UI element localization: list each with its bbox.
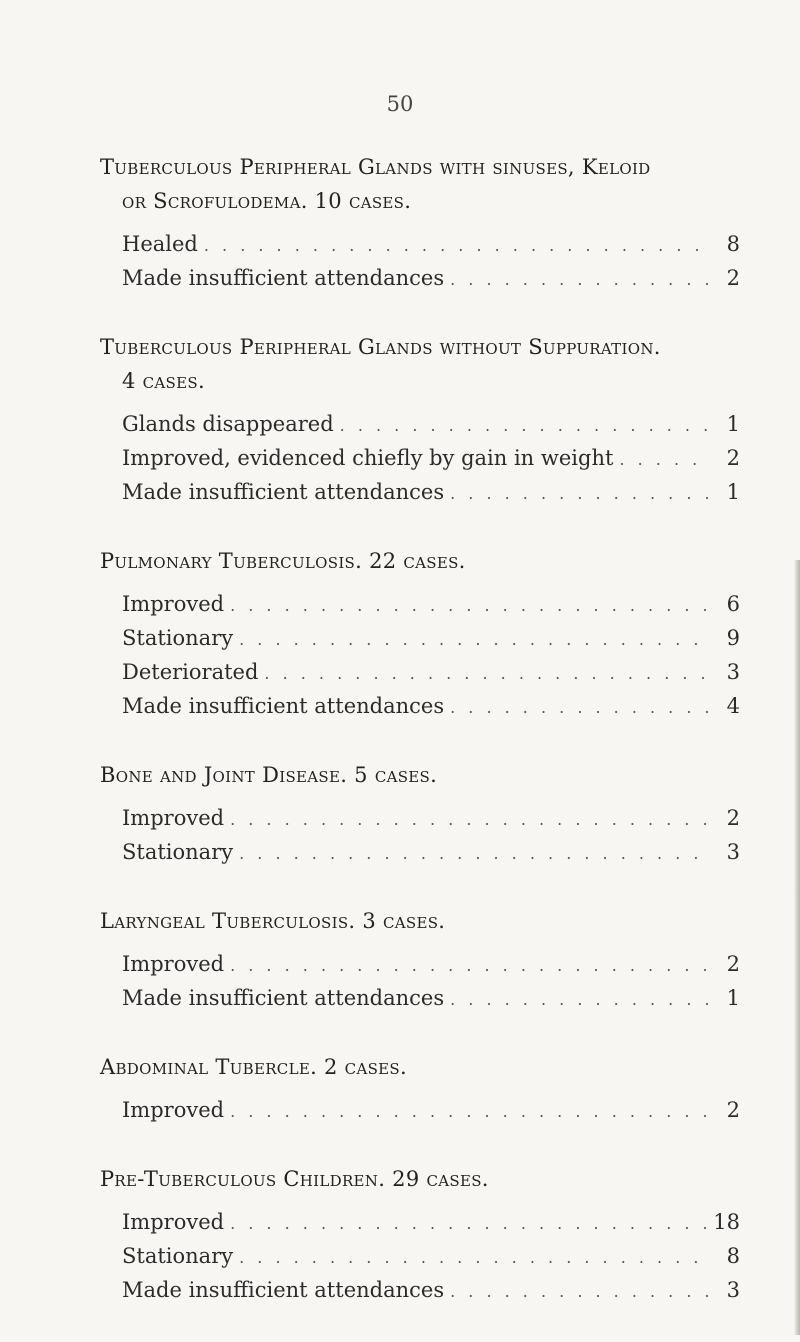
- report-section: [100, 544, 740, 724]
- dot-leader: [264, 657, 708, 690]
- outcome-row: [122, 442, 740, 476]
- outcome-label: Stationary: [122, 626, 234, 650]
- outcome-row: [122, 982, 740, 1016]
- page-edge-shadow: [794, 560, 800, 1335]
- outcome-count: 2: [726, 806, 740, 830]
- outcome-label: Made insufficient attendances: [122, 1278, 445, 1302]
- section-heading-line: Bone and Joint Disease. 5 cases.: [100, 763, 438, 787]
- outcome-row: [122, 588, 740, 622]
- outcome-label: Improved, evidenced chiefly by gain in weight: [122, 446, 614, 470]
- outcome-count: 3: [726, 1278, 740, 1302]
- report-section: [100, 150, 740, 296]
- outcome-row: [122, 1094, 740, 1128]
- outcome-row: [122, 622, 740, 656]
- section-heading: [100, 904, 740, 938]
- outcome-list: [100, 228, 740, 296]
- section-heading: [100, 544, 740, 578]
- dot-leader: [239, 837, 708, 870]
- outcome-row: [122, 802, 740, 836]
- section-heading: [100, 758, 740, 792]
- outcome-label: Improved: [122, 1098, 225, 1122]
- dot-leader: [230, 1095, 708, 1128]
- outcome-list: [100, 1206, 740, 1308]
- outcome-label: Stationary: [122, 1244, 234, 1268]
- outcome-count: 3: [726, 840, 740, 864]
- outcome-label: Improved: [122, 806, 225, 830]
- outcome-count: 1: [726, 412, 740, 436]
- outcome-row: [122, 948, 740, 982]
- dot-leader: [450, 1275, 708, 1308]
- dot-leader: [239, 1241, 708, 1274]
- section-heading-line: Pulmonary Tuberculosis. 22 cases.: [100, 549, 466, 573]
- outcome-count: 6: [726, 592, 740, 616]
- dot-leader: [450, 983, 708, 1016]
- outcome-row: [122, 262, 740, 296]
- section-heading: [100, 1162, 740, 1196]
- outcome-count: 18: [713, 1210, 740, 1234]
- outcome-list: [100, 948, 740, 1016]
- dot-leader: [450, 263, 708, 296]
- outcome-list: [100, 588, 740, 724]
- section-heading-line: Tuberculous Peripheral Glands without Suppuration.: [100, 335, 661, 359]
- outcome-label: Improved: [122, 1210, 225, 1234]
- dot-leader: [204, 229, 708, 262]
- outcome-label: Glands disappeared: [122, 412, 334, 436]
- section-heading-line: Laryngeal Tuberculosis. 3 cases.: [100, 909, 446, 933]
- outcome-row: [122, 228, 740, 262]
- outcome-count: 2: [726, 266, 740, 290]
- outcome-count: 9: [726, 626, 740, 650]
- outcome-count: 8: [726, 232, 740, 256]
- outcome-label: Made insufficient attendances: [122, 694, 445, 718]
- outcome-list: [100, 408, 740, 510]
- outcome-count: 2: [726, 952, 740, 976]
- dot-leader: [340, 409, 708, 442]
- report-section: [100, 758, 740, 870]
- outcome-count: 1: [726, 986, 740, 1010]
- outcome-label: Made insufficient attendances: [122, 986, 445, 1010]
- outcome-count: 2: [726, 446, 740, 470]
- outcome-row: [122, 656, 740, 690]
- outcome-label: Stationary: [122, 840, 234, 864]
- outcome-row: [122, 1206, 740, 1240]
- document-body: [100, 150, 740, 1342]
- section-heading: [100, 1050, 740, 1084]
- report-section: [100, 1050, 740, 1128]
- outcome-count: 1: [726, 480, 740, 504]
- dot-leader: [230, 803, 708, 836]
- section-heading: [100, 150, 740, 218]
- outcome-count: 2: [726, 1098, 740, 1122]
- outcome-row: [122, 1240, 740, 1274]
- outcome-count: 4: [726, 694, 740, 718]
- outcome-row: [122, 690, 740, 724]
- dot-leader: [450, 691, 708, 724]
- report-section: [100, 904, 740, 1016]
- outcome-label: Deteriorated: [122, 660, 259, 684]
- outcome-list: [100, 802, 740, 870]
- outcome-row: [122, 476, 740, 510]
- section-heading-line: Tuberculous Peripheral Glands with sinuses, Keloid: [100, 155, 651, 179]
- dot-leader: [230, 1207, 707, 1240]
- outcome-label: Healed: [122, 232, 198, 256]
- outcome-label: Made insufficient attendances: [122, 480, 445, 504]
- page-number: 50: [386, 92, 414, 116]
- dot-leader: [619, 443, 708, 476]
- dot-leader: [239, 623, 708, 656]
- dot-leader: [450, 477, 708, 510]
- section-heading: [100, 330, 740, 398]
- report-section: [100, 1162, 740, 1308]
- section-heading-line: Pre-Tuberculous Children. 29 cases.: [100, 1167, 489, 1191]
- outcome-count: 3: [726, 660, 740, 684]
- outcome-label: Improved: [122, 952, 225, 976]
- outcome-row: [122, 408, 740, 442]
- dot-leader: [230, 949, 708, 982]
- outcome-label: Improved: [122, 592, 225, 616]
- outcome-list: [100, 1094, 740, 1128]
- section-heading-continuation: or Scrofulodema. 10 cases.: [122, 189, 412, 213]
- dot-leader: [230, 589, 708, 622]
- section-heading-line: Abdominal Tubercle. 2 cases.: [100, 1055, 407, 1079]
- outcome-row: [122, 1274, 740, 1308]
- report-section: [100, 330, 740, 510]
- outcome-label: Made insufficient attendances: [122, 266, 445, 290]
- outcome-row: [122, 836, 740, 870]
- section-heading-continuation: 4 cases.: [122, 369, 205, 393]
- outcome-count: 8: [726, 1244, 740, 1268]
